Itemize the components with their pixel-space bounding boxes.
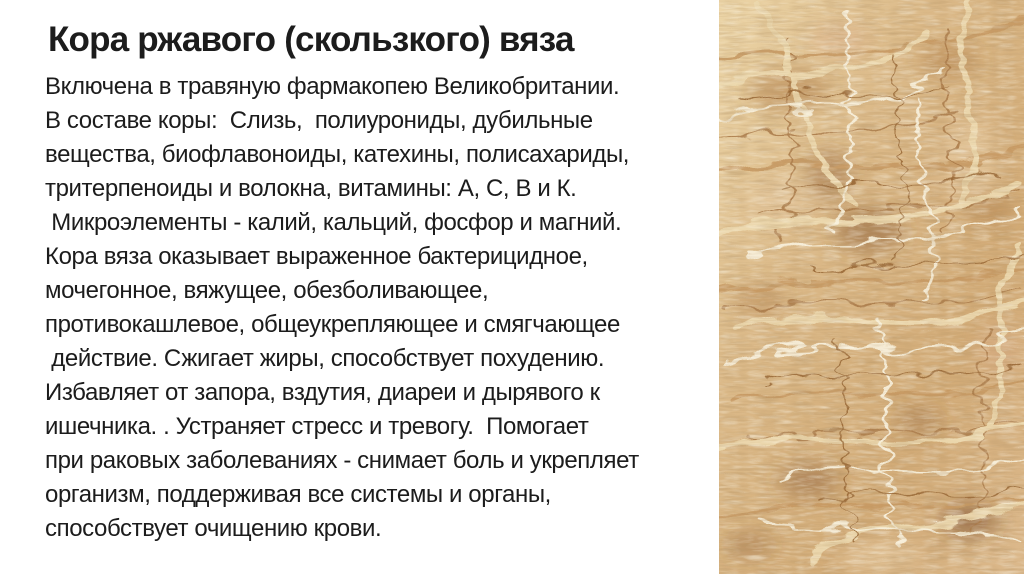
slide-title: Кора ржавого (скользкого) вяза xyxy=(48,20,574,59)
body-line: В составе коры: Слизь, полиурониды, дубильные xyxy=(45,107,593,134)
slide-body-text xyxy=(45,70,725,546)
body-line: Включена в травяную фармакопею Великобритании. xyxy=(45,73,620,100)
body-line: тритерпеноиды и волокна, витамины: А, С, В и К. xyxy=(45,175,577,202)
bark-photo xyxy=(719,0,1024,574)
body-line: организм, поддерживая все системы и органы, xyxy=(45,481,551,508)
body-line: способствует очищению крови. xyxy=(45,515,382,542)
body-line: мочегонное, вяжущее, обезболивающее, xyxy=(45,277,489,304)
body-line: Кора вяза оказывает выраженное бактерицидное, xyxy=(45,243,588,270)
body-line: вещества, биофлавоноиды, катехины, полисахариды, xyxy=(45,141,630,168)
body-line: противокашлевое, общеукрепляющее и смягчающее xyxy=(45,311,620,338)
bark-fibers-illustration xyxy=(719,0,1024,574)
body-line: действие. Сжигает жиры, способствует похудению. xyxy=(45,345,605,372)
body-line: Избавляет от запора, вздутия, диареи и дырявого к xyxy=(45,379,600,406)
body-line: при раковых заболеваниях - снимает боль и укрепляет xyxy=(45,447,639,474)
body-line: Микроэлементы - калий, кальций, фосфор и магний. xyxy=(45,209,622,236)
body-line: ишечника. . Устраняет стресс и тревогу. Помогает xyxy=(45,413,589,440)
